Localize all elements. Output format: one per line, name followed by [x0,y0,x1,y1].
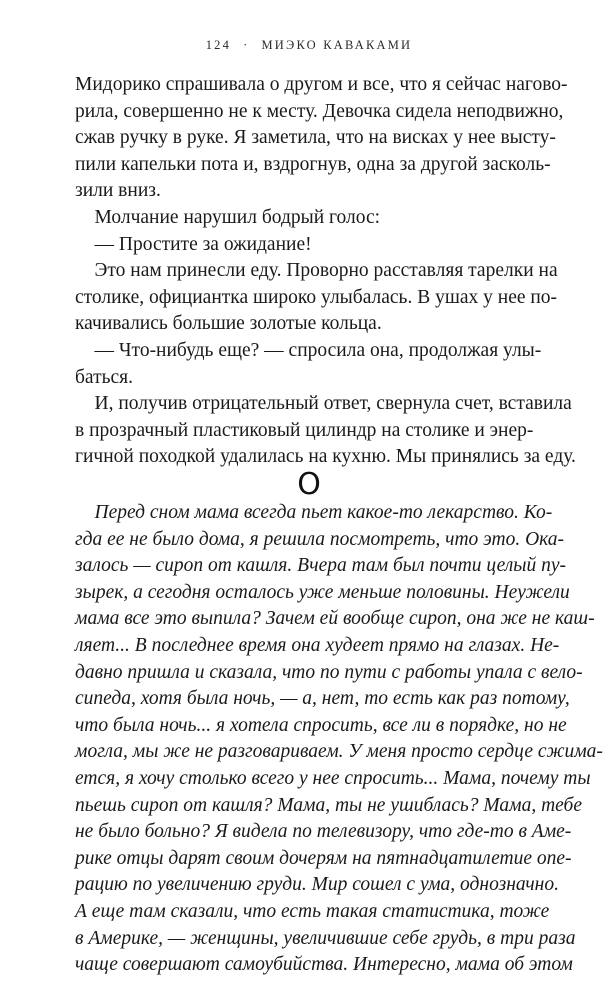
text-line: зили вниз. [75,180,161,202]
text-line: гичной походкой удалилась на кухню. Мы принялись за еду. [75,446,576,468]
diary-line: могла, мы же не разговариваем. У меня просто сердце сжима- [75,741,603,763]
text-line: качивались большие золотые кольца. [75,313,382,335]
text-line: Это нам принесли еду. Проворно расставляя тарелки на [75,260,558,282]
diary-line: давно пришла и сказала, что по пути с работы упала с вело- [75,661,583,683]
diary-line: не было больно? Я видела по телевизору, что где-то в Аме- [75,821,572,843]
text-line: — Что-нибудь еще? — спросила она, продолжая улы- [75,339,542,361]
diary-text-block [75,500,603,979]
section-separator: O [297,467,321,502]
text-line: баться. [75,366,133,388]
diary-line: ется, я хочу столько всего у нее спросить... Мама, почему ты [75,767,591,789]
text-line: Мидорико спрашивала о другом и все, что я сейчас нагово- [75,74,568,95]
diary-line: сипеда, хотя была ночь, — а, нет, то есть как раз потому, [75,688,570,710]
page-number: 124 [205,38,232,52]
author-name: МИЭКО КАВАКАМИ [261,38,413,52]
diary-line: А еще там сказали, что есть такая статистика, тоже [75,900,550,922]
diary-line: мама все это выпила? Зачем ей вообще сироп, она же не каш- [75,608,595,630]
diary-line: чаще совершают самоубийства. Интересно, мама об этом [75,954,573,976]
diary-line: пьешь сироп от кашля? Мама, ты не ушиблась? Мама, тебе [75,794,583,816]
text-line: сжав ручку в руке. Я заметила, что на висках у нее высту- [75,127,556,149]
text-line: Молчание нарушил бодрый голос: [75,206,381,228]
diary-line: ляет... В последнее время она худеет прямо на глазах. Не- [75,634,560,656]
main-text-block [75,72,576,471]
diary-line: в Америке, — женщины, увеличившие себе грудь, в три раза [75,927,576,949]
diary-line: зырек, а сегодня осталось уже меньше половины. Неужели [75,581,570,603]
text-line: столике, официантка широко улыбалась. В ушах у нее по- [75,286,558,308]
diary-line: рацию по увеличению груди. Мир сошел с ума, однозначно. [75,874,559,896]
diary-line: рике отцы дарят своим дочерям на пятнадцатилетие опе- [75,847,572,869]
text-line: пили капельки пота и, вздрогнув, одна за другой засколь- [75,153,551,175]
diary-line: гда ее не было дома, я решила посмотреть, что это. Ока- [75,528,565,550]
running-head [75,38,543,53]
diary-line: Перед сном мама всегда пьет какое-то лекарство. Ко- [75,502,553,523]
diary-line: залось — сироп от кашля. Вчера там был почти целый пу- [75,555,567,577]
text-line: рила, совершенно не к месту. Девочка сидела неподвижно, [75,100,564,122]
diary-line: что была ночь... я хотела спросить, все ли в порядке, но не [75,714,567,736]
header-separator: · [243,38,250,52]
text-line: — Простите за ожидание! [75,233,312,255]
text-line: И, получив отрицательный ответ, свернула счет, вставила [75,393,572,415]
text-line: в прозрачный пластиковый цилиндр на столике и энер- [75,419,534,441]
